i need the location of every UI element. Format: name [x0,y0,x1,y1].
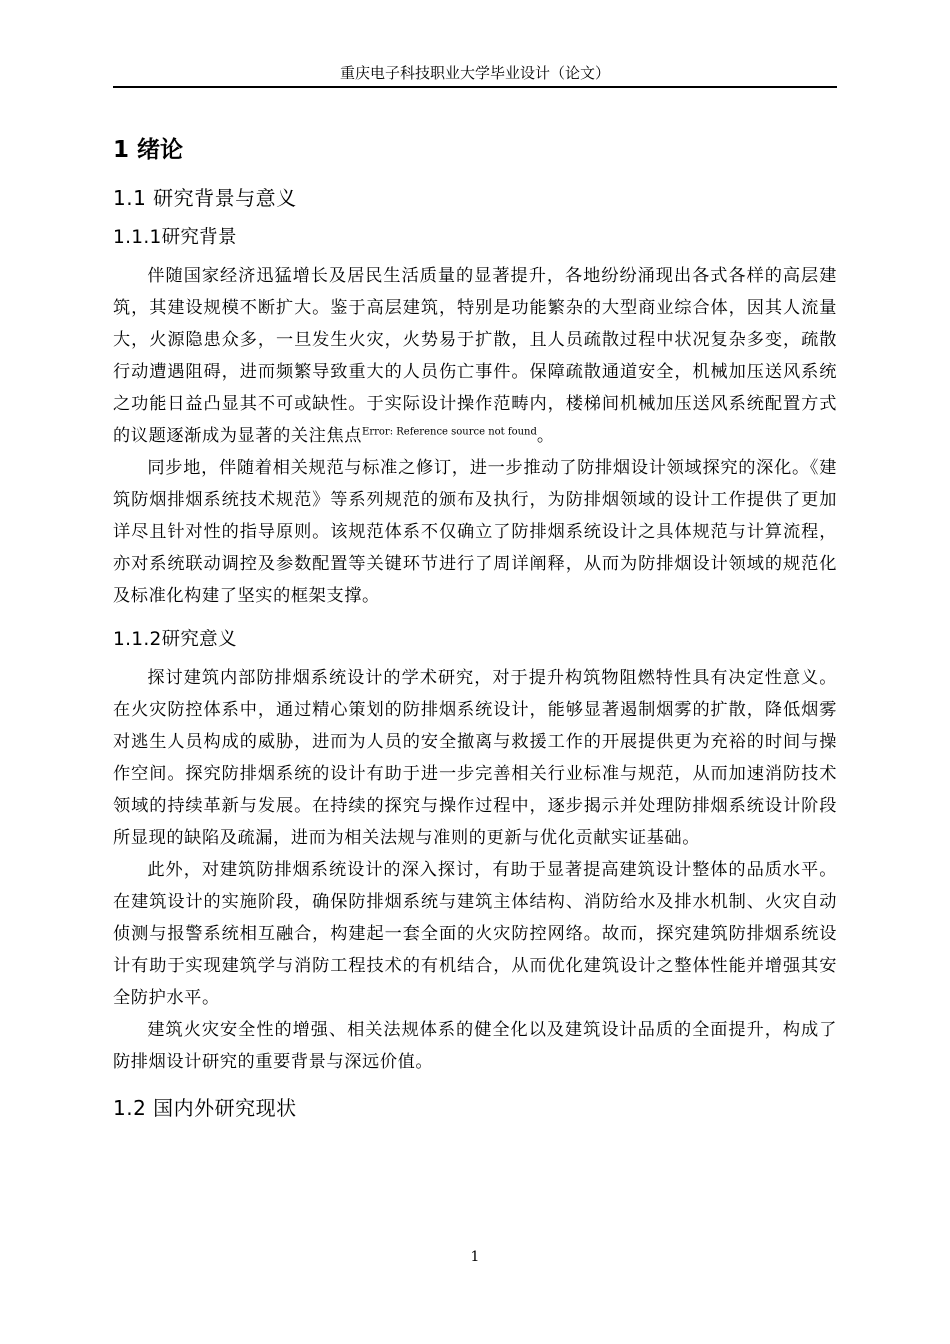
subsection-title-1-1-2: 1.1.2研究意义 [113,629,237,650]
page-header: 重庆电子科技职业大学毕业设计（论文） [339,64,610,82]
chapter-title: 1 绪论 [113,137,184,163]
subsection-title-1-1-1: 1.1.1研究背景 [113,227,237,248]
reference-error: Error: Reference source not found [362,426,537,438]
header-divider [113,86,837,88]
section-title-1-1: 1.1 研究背景与意义 [113,186,297,210]
paragraph: 此外，对建筑防排烟系统设计的深入探讨，有助于显著提高建筑设计整体的品质水平。在建筑设计的实施阶段，确保防排烟系统与建筑主体结构、消防给水及排水机制、火灾自动侦测与报警系统相互融合，构建起一套全面的火灾防控网络。故而，探究建筑防排烟系统设计有助于实现建筑学与消防工程技术的有机结合，从而优化建筑设计之整体性能并增强其安全防护水平。 [113,860,837,1008]
paragraph [113,260,837,452]
paragraph: 建筑火灾安全性的增强、相关法规体系的健全化以及建筑设计品质的全面提升，构成了防排烟设计研究的重要背景与深远价值。 [113,1020,837,1072]
paragraph-end: 。 [536,426,555,446]
paragraph: 探讨建筑内部防排烟系统设计的学术研究，对于提升构筑物阻燃特性具有决定性意义。在火灾防控体系中，通过精心策划的防排烟系统设计，能够显著遏制烟雾的扩散，降低烟雾对逃生人员构成的威胁，进而为人员的安全撤离与救援工作的开展提供更为充裕的时间与操作空间。探究防排烟系统的设计有助于进一步完善相关行业标准与规范，从而加速消防技术领域的持续革新与发展。在持续的探究与操作过程中，逐步揭示并处理防排烟系统设计阶段所显现的缺陷及疏漏，进而为相关法规与准则的更新与优化贡献实证基础。 [113,668,837,848]
paragraph-text: 伴随国家经济迅猛增长及居民生活质量的显著提升，各地纷纷涌现出各式各样的高层建筑，其建设规模不断扩大。鉴于高层建筑，特别是功能繁杂的大型商业综合体，因其人流量大，火源隐患众多，一旦发生火灾，火势易于扩散，且人员疏散过程中状况复杂多变，疏散行动遭遇阻碍，进而频繁导致重大的人员伤亡事件。保障疏散通道安全，机械加压送风系统之功能日益凸显其不可或缺性。于实际设计操作范畴内，楼梯间机械加压送风系统配置方式的议题逐渐成为显著的关注焦点 [113,266,837,446]
paragraph: 同步地，伴随着相关规范与标准之修订，进一步推动了防排烟设计领域探究的深化。《建筑防烟排烟系统技术规范》等系列规范的颁布及执行，为防排烟领域的设计工作提供了更加详尽且针对性的指导原则。该规范体系不仅确立了防排烟系统设计之具体规范与计算流程，亦对系统联动调控及参数配置等关键环节进行了周详阐释，从而为防排烟设计领域的规范化及标准化构建了坚实的框架支撑。 [113,458,837,606]
section-title-1-2: 1.2 国内外研究现状 [113,1096,297,1120]
page-content [113,130,837,1130]
page-number: 1 [470,1249,480,1265]
